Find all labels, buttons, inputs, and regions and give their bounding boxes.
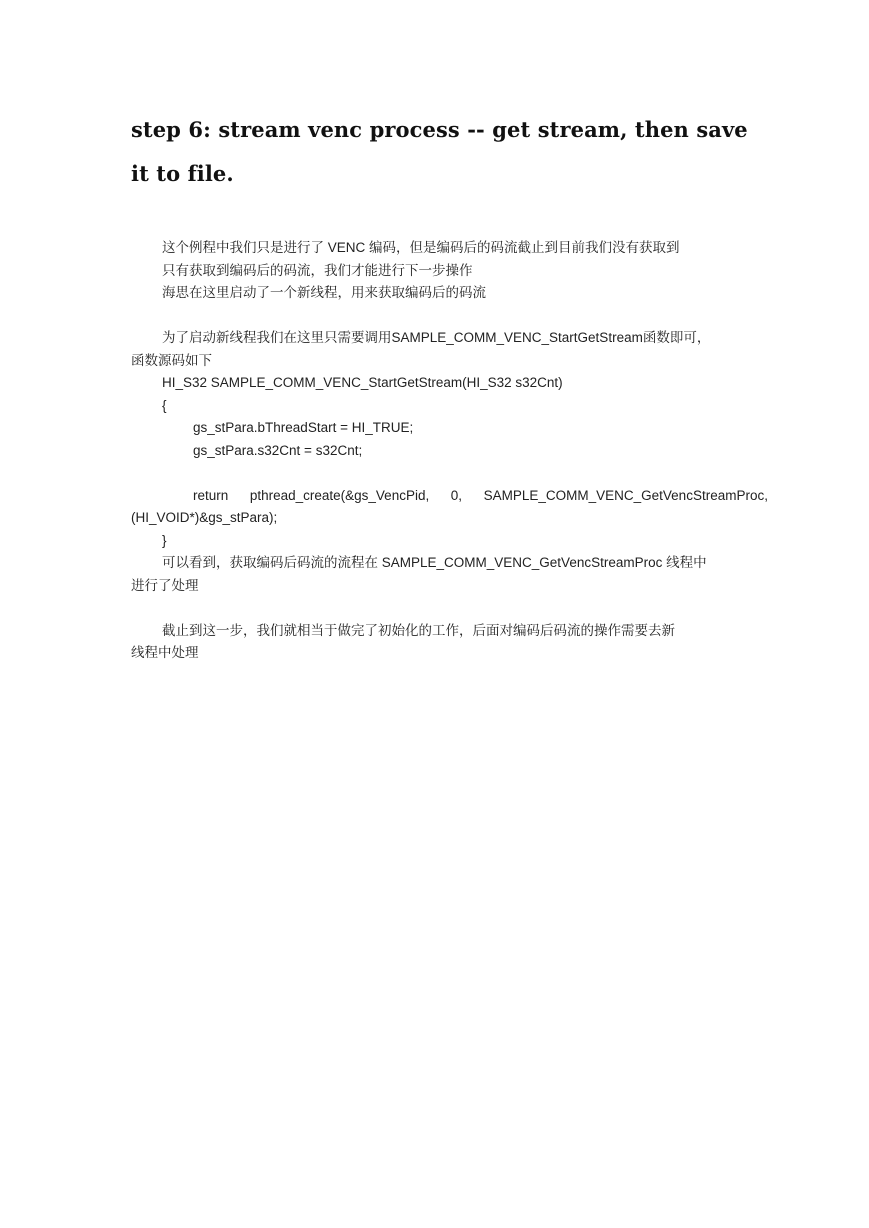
code-return-continuation: (HI_VOID*)&gs_stPara);	[131, 510, 278, 525]
code-return-words	[193, 485, 768, 508]
result-line-2: 进行了处理	[131, 577, 199, 593]
code-gap	[131, 462, 743, 485]
result-line-1: 可以看到，获取编码后码流的流程在 SAMPLE_COMM_VENC_GetVencStreamProc 线程中	[162, 555, 707, 570]
code-return-keyword: return	[193, 487, 229, 503]
paragraph-gap	[131, 305, 743, 328]
code-signature: HI_S32 SAMPLE_COMM_VENC_StartGetStream(HI_S32 s32Cnt)	[162, 375, 563, 390]
code-statement-thread-start: gs_stPara.bThreadStart = HI_TRUE;	[193, 420, 414, 435]
intro-line-1: 这个例程中我们只是进行了 VENC 编码，但是编码后的码流截止到目前我们没有获取到	[162, 240, 680, 255]
code-return-line	[131, 485, 768, 508]
conclusion-line-2: 线程中处理	[131, 645, 199, 660]
code-open-brace: {	[162, 397, 167, 413]
code-statement-count: gs_stPara.s32Cnt = s32Cnt;	[193, 442, 363, 458]
section-heading: step 6: stream venc process -- get stream, then save it to file.	[131, 117, 748, 186]
code-return-call: pthread_create(&gs_VencPid,	[249, 487, 430, 503]
code-return-zero: 0,	[450, 487, 463, 503]
conclusion-line-1: 截止到这一步，我们就相当于做完了初始化的工作，后面对编码后码流的操作需要去新	[162, 622, 675, 638]
code-return-proc: SAMPLE_COMM_VENC_GetVencStreamProc,	[483, 487, 768, 503]
code-close-brace: }	[162, 532, 167, 548]
paragraph-gap-2	[131, 597, 743, 620]
intro-line-2: 只有获取到编码后的码流，我们才能进行下一步操作	[162, 262, 473, 278]
intro-line-3: 海思在这里启动了一个新线程，用来获取编码后的码流	[162, 285, 486, 300]
call-explanation-line-2: 函数源码如下	[131, 352, 212, 368]
call-explanation-line-1: 为了启动新线程我们在这里只需要调用SAMPLE_COMM_VENC_StartGetStream函数即可，	[162, 330, 711, 345]
document-body	[131, 237, 768, 665]
